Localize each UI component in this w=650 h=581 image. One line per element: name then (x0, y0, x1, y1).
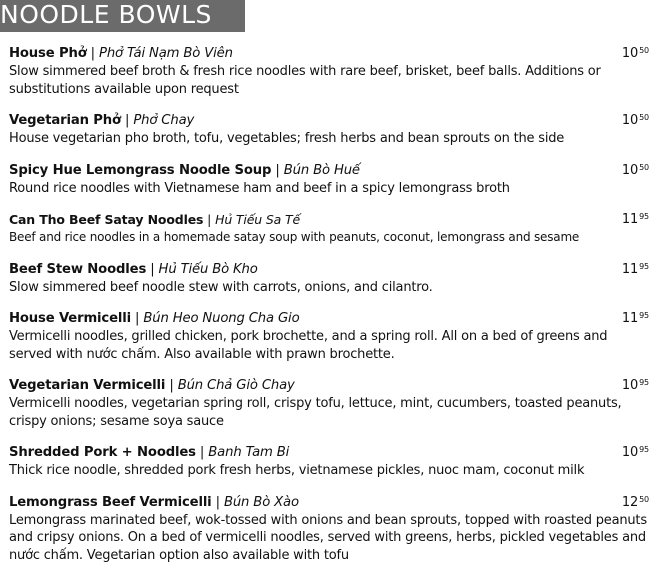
price-cents: 50 (639, 162, 649, 172)
dish-name: Vegetarian Phở (9, 113, 121, 128)
dish-name: Vegetarian Vermicelli (9, 378, 166, 393)
dish-name: Spicy Hue Lemongrass Noodle Soup (9, 162, 272, 178)
menu-item-house-pho (9, 44, 649, 98)
price (622, 309, 649, 328)
price-dollars: 12 (621, 494, 639, 510)
price (622, 443, 649, 462)
separator: | (146, 261, 159, 277)
dish-description: House vegetarian pho broth, tofu, vegetables; fresh herbs and bean sprouts on the side (9, 131, 565, 146)
dish-vietnamese-name: Phở Tái Nạm Bò Viên (99, 46, 233, 61)
price-dollars: 10 (621, 445, 639, 460)
separator: | (271, 162, 284, 178)
menu-item-header (9, 493, 649, 512)
dish-vietnamese-name: Banh Tam Bi (208, 445, 290, 460)
dish-name: Shredded Pork + Noodles (9, 445, 196, 460)
price (622, 376, 649, 395)
price-cents: 95 (639, 378, 649, 387)
menu-item-house-vermicelli (9, 309, 649, 363)
price (622, 493, 649, 512)
menu-item-can-tho-satay (9, 210, 649, 247)
menu-item-beef-stew (9, 260, 649, 297)
menu-item-header (9, 210, 649, 229)
dish-description: Slow simmered beef noodle stew with carrots, onions, and cilantro. (9, 279, 433, 295)
dish-name: House Phở (9, 46, 87, 61)
dish-name: House Vermicelli (9, 311, 131, 326)
price-cents: 95 (639, 212, 649, 221)
separator: | (211, 494, 224, 510)
dish-name: Lemongrass Beef Vermicelli (9, 494, 212, 510)
price-cents: 50 (639, 46, 649, 55)
price-cents: 95 (639, 445, 649, 454)
price-dollars: 10 (621, 162, 639, 178)
price-dollars: 10 (621, 378, 639, 393)
menu-item-header (9, 111, 649, 130)
menu-item-header (9, 44, 649, 63)
price (622, 210, 649, 229)
menu-item-spicy-hue (9, 161, 649, 198)
dish-name: Can Tho Beef Satay Noodles (9, 212, 204, 227)
menu-item-header (9, 309, 649, 328)
price (622, 111, 649, 130)
separator: | (195, 445, 209, 460)
dish-description: Thick rice noodle, shredded pork fresh herbs, vietnamese pickles, nuoc mam, coconut milk (9, 463, 585, 478)
section-header (0, 0, 245, 32)
dish-description: Round rice noodles with Vietnamese ham and beef in a spicy lemongrass broth (9, 180, 510, 196)
dish-vietnamese-name: Bún Bò Huế (283, 162, 360, 178)
dish-description: Lemongrass marinated beef, wok-tossed with onions and bean sprouts, topped with roasted peanuts and cripsy onions. On a bed of vermicelli noodles, served with greens, herbs, pickled vegetables and nước chấm. Vegetarian option also available with tofu (9, 512, 647, 563)
separator: | (86, 46, 100, 61)
price-cents: 95 (639, 261, 649, 271)
dish-vietnamese-name: Bún Heo Nuong Cha Gio (143, 311, 300, 326)
menu-item-vegetarian-pho (9, 111, 649, 148)
menu-item-header (9, 260, 649, 279)
dish-vietnamese-name: Phở Chay (133, 113, 195, 128)
price-dollars: 11 (621, 311, 639, 326)
price-dollars: 10 (621, 46, 639, 61)
dish-vietnamese-name: Bún Chả Giò Chay (177, 378, 295, 393)
dish-description: Vermicelli noodles, grilled chicken, pork brochette, and a spring roll. All on a bed of greens and served with nước chấm. Also available with prawn brochette. (9, 329, 608, 362)
dish-description: Beef and rice noodles in a homemade satay soup with peanuts, coconut, lemongrass and sesame (9, 230, 580, 244)
menu-item-header (9, 376, 649, 395)
dish-name: Beef Stew Noodles (9, 261, 147, 277)
section-title: NOODLE BOWLS (0, 0, 212, 29)
menu-item-header (9, 161, 649, 180)
separator: | (120, 113, 134, 128)
dish-description: Slow simmered beef broth & fresh rice noodles with rare beef, brisket, beef balls. Additions or substitutions available upon request (9, 64, 601, 97)
price (622, 260, 649, 279)
price-cents: 95 (639, 311, 649, 320)
menu-item-header (9, 443, 649, 462)
price (622, 161, 649, 180)
price-dollars: 11 (621, 212, 639, 227)
dish-vietnamese-name: Hủ Tiếu Bò Kho (158, 261, 258, 277)
menu-item-shredded-pork (9, 443, 649, 480)
price (622, 44, 649, 63)
price-cents: 50 (639, 494, 649, 504)
menu-item-lemongrass-beef (9, 493, 649, 565)
dish-description: Vermicelli noodles, vegetarian spring roll, crispy tofu, lettuce, mint, cucumbers, toasted peanuts, crispy onions; sesame soya sauce (9, 396, 622, 429)
price-dollars: 11 (621, 261, 639, 277)
price-cents: 50 (639, 113, 649, 122)
menu-item-vegetarian-vermicelli (9, 376, 649, 430)
dish-vietnamese-name: Bún Bò Xào (223, 494, 299, 510)
separator: | (131, 311, 144, 326)
separator: | (165, 378, 178, 393)
separator: | (203, 212, 216, 227)
dish-vietnamese-name: Hủ Tiếu Sa Tế (215, 212, 301, 227)
menu-list (9, 44, 649, 577)
price-dollars: 10 (621, 113, 639, 128)
